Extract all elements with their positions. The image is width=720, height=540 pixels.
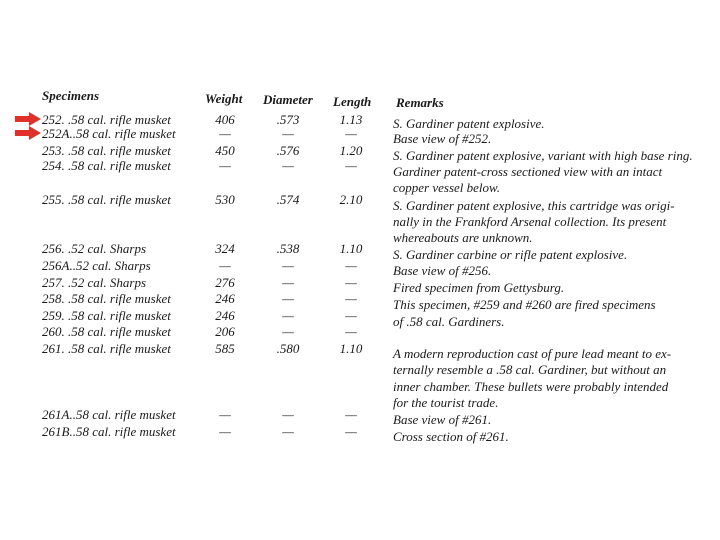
- weight-cell: 206: [215, 324, 235, 339]
- weight-cell: 406: [215, 112, 235, 127]
- remark-line: Fired specimen from Gettysburg.: [393, 280, 565, 295]
- remark-line: Cross section of #261.: [393, 429, 509, 444]
- remark-line: Base view of #256.: [393, 263, 492, 278]
- specimen-cell: 261A..58 cal. rifle musket: [42, 407, 176, 422]
- specimen-cell: 261. .58 cal. rifle musket: [42, 341, 171, 356]
- remark-line: inner chamber. These bullets were probably intended: [393, 379, 669, 394]
- remark-line: A modern reproduction cast of pure lead meant to ex-: [393, 346, 672, 361]
- weight-cell: 324: [215, 241, 235, 256]
- diameter-cell: .538: [276, 241, 300, 256]
- remark-line: S. Gardiner patent explosive, this cartridge was origi-: [393, 198, 675, 213]
- weight-cell: —: [219, 407, 231, 422]
- diameter-cell: —: [282, 275, 294, 290]
- specimen-cell: 260. .58 cal. rifle musket: [42, 324, 171, 339]
- remark-line: ternally resemble a .58 cal. Gardiner, but without an: [393, 362, 667, 377]
- diameter-cell: .573: [276, 112, 300, 127]
- specimen-cell: 259. .58 cal. rifle musket: [42, 308, 171, 323]
- length-cell: —: [345, 158, 357, 173]
- length-cell: —: [345, 258, 357, 273]
- length-cell: —: [345, 275, 357, 290]
- diameter-cell: —: [282, 291, 294, 306]
- diameter-cell: .580: [276, 341, 300, 356]
- remark-line: nally in the Frankford Arsenal collection. Its present: [393, 214, 667, 229]
- remark-line: for the tourist trade.: [393, 395, 499, 410]
- length-cell: 1.20: [339, 143, 363, 158]
- header-weight: Weight: [205, 91, 243, 106]
- diameter-cell: —: [282, 126, 294, 141]
- remark-line: S. Gardiner patent explosive.: [393, 116, 545, 131]
- weight-cell: 246: [215, 291, 235, 306]
- diameter-cell: —: [282, 407, 294, 422]
- diameter-cell: —: [282, 158, 294, 173]
- header-remarks: Remarks: [396, 95, 444, 110]
- length-cell: 1.13: [339, 112, 363, 127]
- specimen-cell: 261B..58 cal. rifle musket: [42, 424, 176, 439]
- specimen-cell: 252. .58 cal. rifle musket: [42, 112, 171, 127]
- diameter-cell: —: [282, 258, 294, 273]
- remark-line: Base view of #252.: [393, 131, 492, 146]
- remark-line: Gardiner patent-cross sectioned view with an intact: [393, 164, 663, 179]
- length-cell: 1.10: [339, 241, 363, 256]
- length-cell: —: [345, 407, 357, 422]
- diameter-cell: —: [282, 324, 294, 339]
- specimen-cell: 256A..52 cal. Sharps: [42, 258, 151, 273]
- specimen-cell: 253. .58 cal. rifle musket: [42, 143, 171, 158]
- length-cell: —: [345, 324, 357, 339]
- weight-cell: 450: [215, 143, 235, 158]
- table-row: [0, 275, 720, 291]
- specimen-cell: 254. .58 cal. rifle musket: [42, 158, 171, 173]
- specimen-cell: 256. .52 cal. Sharps: [42, 241, 146, 256]
- weight-cell: —: [219, 258, 231, 273]
- remark-line: of .58 cal. Gardiners.: [393, 314, 505, 329]
- length-cell: 2.10: [339, 192, 363, 207]
- length-cell: —: [345, 291, 357, 306]
- weight-cell: 276: [215, 275, 235, 290]
- table-row: [0, 126, 720, 142]
- table-row: [0, 324, 720, 340]
- specimen-cell: 258. .58 cal. rifle musket: [42, 291, 171, 306]
- specimen-cell: 257. .52 cal. Sharps: [42, 275, 146, 290]
- remark-line: whereabouts are unknown.: [393, 230, 533, 245]
- diameter-cell: —: [282, 308, 294, 323]
- remark-line: S. Gardiner carbine or rifle patent explosive.: [393, 247, 628, 262]
- length-cell: —: [345, 424, 357, 439]
- diameter-cell: .574: [276, 192, 300, 207]
- diameter-cell: .576: [276, 143, 300, 158]
- remark-line: S. Gardiner patent explosive, variant with high base ring.: [393, 148, 693, 163]
- weight-cell: 530: [215, 192, 235, 207]
- length-cell: —: [345, 126, 357, 141]
- header-specimens: Specimens: [42, 88, 100, 103]
- header-length: Length: [333, 94, 372, 109]
- length-cell: —: [345, 308, 357, 323]
- weight-cell: —: [219, 158, 231, 173]
- specimen-cell: 252A..58 cal. rifle musket: [42, 126, 176, 141]
- length-cell: 1.10: [339, 341, 363, 356]
- remark-line: copper vessel below.: [393, 180, 500, 195]
- table-row: [0, 424, 720, 440]
- table-row: [0, 407, 720, 423]
- weight-cell: —: [219, 126, 231, 141]
- specimen-cell: 255. .58 cal. rifle musket: [42, 192, 171, 207]
- weight-cell: —: [219, 424, 231, 439]
- weight-cell: 246: [215, 308, 235, 323]
- header-diameter: Diameter: [263, 92, 313, 107]
- weight-cell: 585: [215, 341, 235, 356]
- remark-line: This specimen, #259 and #260 are fired specimens: [393, 297, 656, 312]
- remark-line: Base view of #261.: [393, 412, 492, 427]
- diameter-cell: —: [282, 424, 294, 439]
